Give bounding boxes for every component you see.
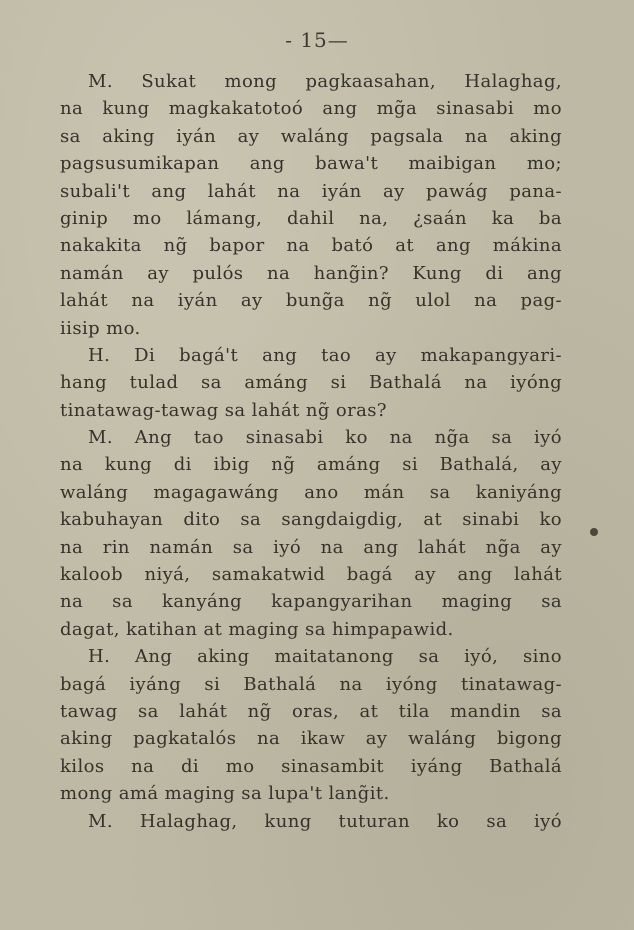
text-line: M. Sukat mong pagkaasahan, Halaghag,: [88, 71, 562, 92]
text-line: na kung di ibig ng̃ amáng si Bathalá, ay: [60, 454, 562, 476]
text-line: M. Halaghag, kung tuturan ko sa iyó: [88, 810, 562, 832]
body-text: [60, 68, 562, 835]
text-line: nakakita ng̃ bapor na bató at ang mákina: [60, 235, 562, 257]
text-line: lahát na iyán ay bung̃a ng̃ ulol na pag-: [60, 290, 562, 312]
text-line: waláng magagawáng ano mán sa kaniyáng: [60, 481, 562, 503]
text-line: bagá iyáng si Bathalá na iyóng tinatawag-: [60, 673, 562, 695]
text-line: mong amá maging sa lupa't lang̃it.: [60, 783, 390, 805]
text-line: dagat, katihan at maging sa himpapawid.: [60, 618, 454, 640]
text-line: kabuhayan dito sa sangdaigdig, at sinabi ko: [60, 509, 562, 531]
text-line: kaloob niyá, samakatwid bagá ay ang lahát: [60, 564, 562, 586]
text-line: ginip mo lámang, dahil na, ¿saán ka ba: [60, 207, 562, 229]
text-line: na sa kanyáng kapangyarihan maging sa: [60, 591, 562, 613]
text-line: subali't ang lahát na iyán ay pawág pana-: [60, 180, 562, 202]
text-line: H. Di bagá't ang tao ay makapangyari-: [88, 344, 562, 366]
text-line: kilos na di mo sinasambit iyáng Bathalá: [60, 755, 562, 777]
text-line: M. Ang tao sinasabi ko na ng̃a sa iyó: [88, 427, 562, 449]
text-line: pagsusumikapan ang bawa't maibigan mo;: [60, 153, 562, 175]
text-line: na rin namán sa iyó na ang lahát ng̃a ay: [60, 536, 562, 558]
text-line: na kung magkakatotoó ang mg̃a sinasabi mo: [60, 98, 562, 120]
text-line: tinatawag-tawag sa lahát ng̃ oras?: [60, 399, 387, 421]
text-line: namán ay pulós na hang̃in? Kung di ang: [60, 262, 562, 284]
margin-dot: [590, 528, 598, 536]
text-line: iisip mo.: [60, 317, 141, 339]
text-line: H. Ang aking maitatanong sa iyó, sino: [88, 646, 562, 668]
page-number: - 15—: [285, 28, 349, 52]
text-line: aking pagkatalós na ikaw ay waláng bigong: [60, 728, 562, 750]
text-line: tawag sa lahát ng̃ oras, at tila mandin sa: [60, 700, 562, 722]
text-line: hang tulad sa amáng si Bathalá na iyóng: [60, 372, 562, 394]
text-line: sa aking iyán ay waláng pagsala na aking: [60, 125, 562, 147]
